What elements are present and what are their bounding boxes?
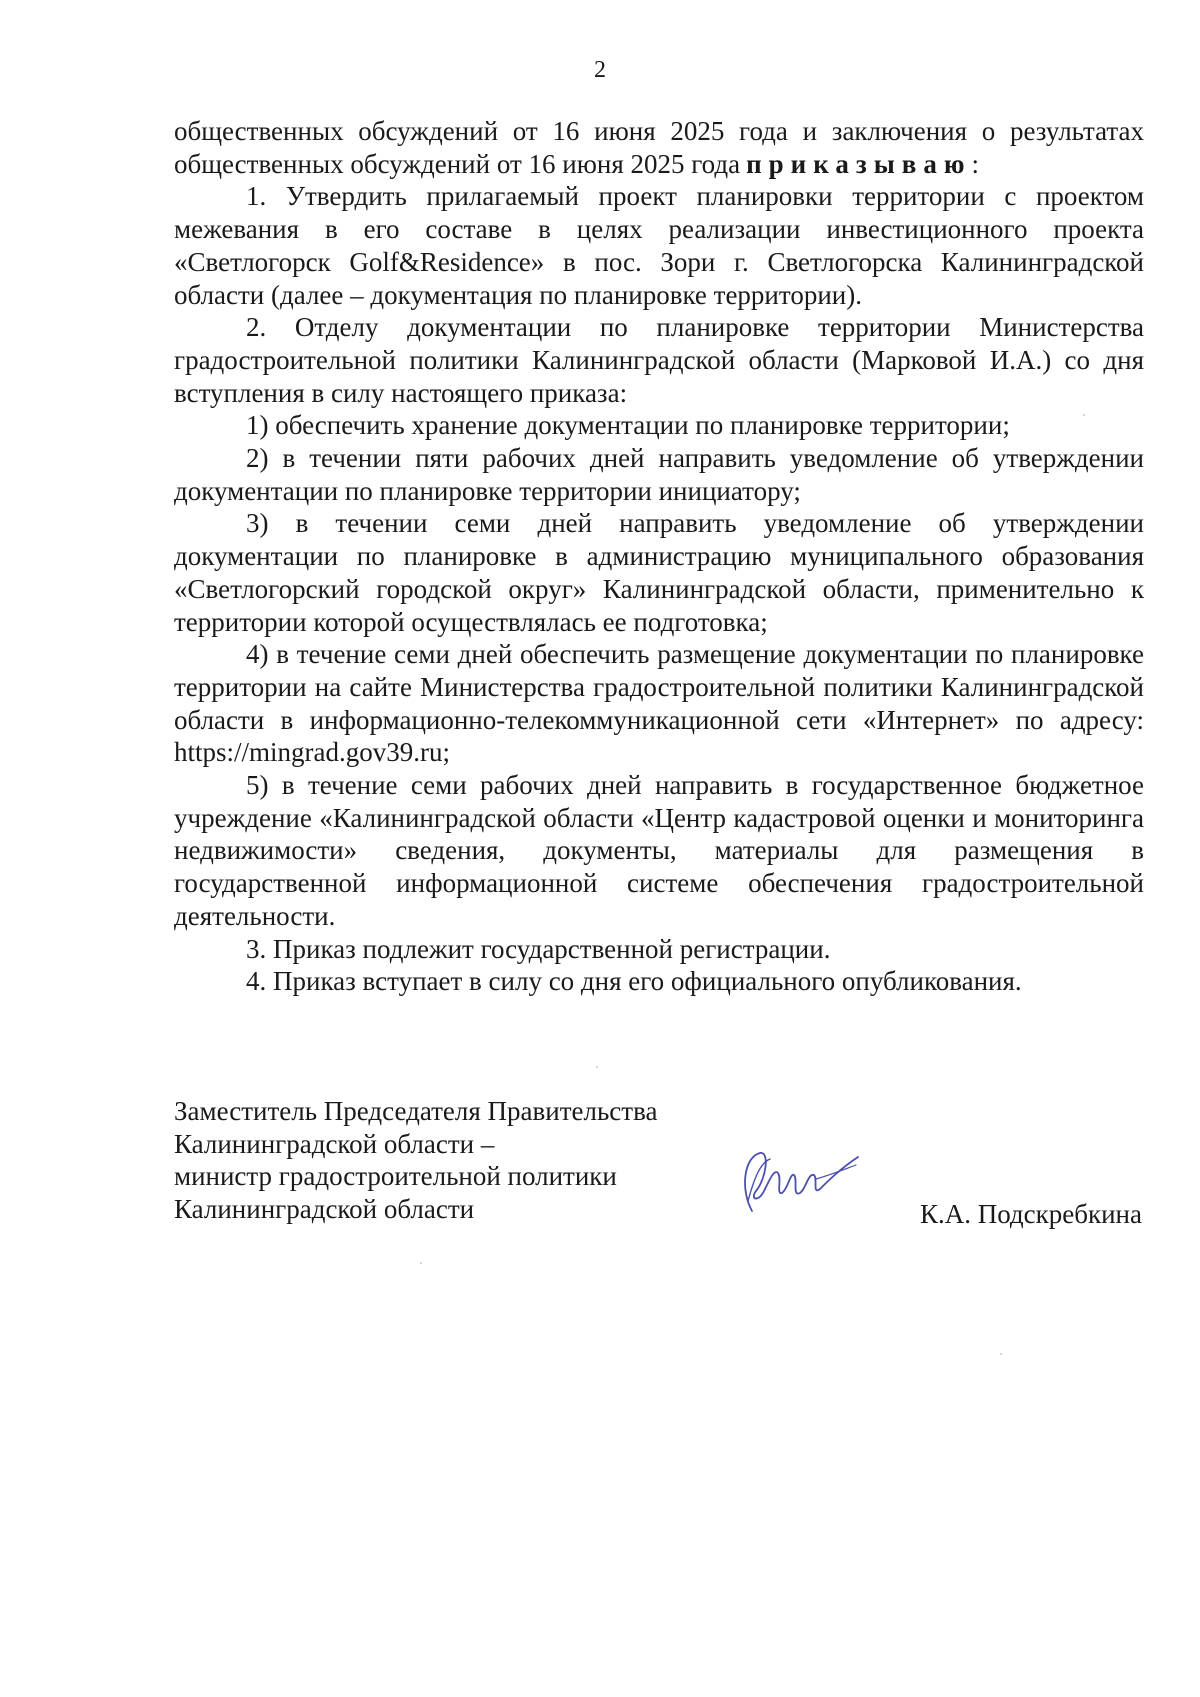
signatory-title-line: министр градостроительной политики [174,1161,617,1192]
signatory-name: К.А. Подскребкина [919,1199,1142,1229]
order-item-1: 1. Утвердить прилагаемый проект планировки территории с проектом межевания в его составе в целях реализации инвестиционного проекта «Светлогорск Golf&Residence» в пос. Зори г. Светлогорска Калининградской области (далее – документация по планировке территории). [174,181,1144,310]
order-item-2: 2. Отделу документации по планировке территории Министерства градостроительной политики Калининградской области (Марковой И.А.) со дня вступления в силу настоящего приказа: [174,312,1144,408]
scan-speck [1083,414,1085,416]
order-subitem-4: 4) в течение семи дней обеспечить размещение документации по планировке территории на сайте Министерства градостроительной политики Калининградской области в информационно-телекоммуникационной сети «Интернет» по адресу: https://mingrad.gov39.ru; [174,639,1144,768]
order-keyword: приказываю [746,148,972,179]
order-body [174,115,1144,998]
handwritten-signature [730,1139,860,1219]
intro-text: общественных обсуждений от 16 июня 2025 года [174,148,741,179]
signatory-title-line: Калининградской области – [174,1128,495,1159]
intro-colon: : [971,148,980,179]
order-subitem-5: 5) в течение семи рабочих дней направить в государственное бюджетное учреждение «Калининградской области «Центр кадастровой оценки и мониторинга недвижимости» сведения, документы, материалы для размещения в государственной информационной системе обеспечения градостроительной деятельности. [174,770,1144,931]
order-item-4: 4. Приказ вступает в силу со дня его официального опубликования. [246,966,1022,997]
scan-speck [420,1262,422,1264]
order-item-3: 3. Приказ подлежит государственной регистрации. [246,933,831,964]
paragraph-intro-line1: общественных обсуждений от 16 июня 2025 года и заключения о результатах [174,116,1144,146]
scan-speck [596,1066,598,1068]
signatory-title [174,1095,694,1226]
signatory-title-line: Заместитель Председателя Правительства [174,1096,658,1126]
signatory-title-line: Калининградской области [174,1194,475,1225]
order-subitem-1: 1) обеспечить хранение документации по планировке территории; [246,410,1010,441]
order-subitem-2: 2) в течении пяти рабочих дней направить уведомление об утверждении документации по планировке территории инициатору; [174,443,1144,506]
order-subitem-3: 3) в течении семи дней направить уведомление об утверждении документации по планировке в администрацию муниципального образования «Светлогорский городской округ» Калининградской области, применительно к территории которой осуществлялась ее подготовка; [174,508,1144,637]
signature-block [174,1095,1144,1255]
paragraph-intro-line2 [174,148,1144,181]
scan-speck [1000,1353,1002,1355]
page-number: 2 [594,57,606,83]
